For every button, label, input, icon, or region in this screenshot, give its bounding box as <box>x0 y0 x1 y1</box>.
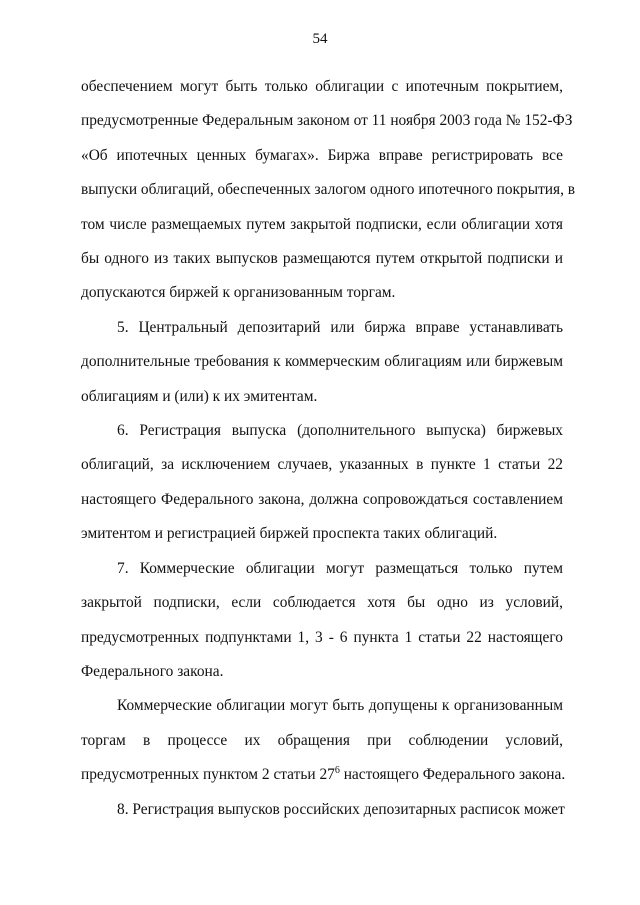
page-number: 54 <box>312 31 328 47</box>
text-line <box>81 758 566 792</box>
text-line: выпуски облигаций, обеспеченных залогом одного ипотечного покрытия, в <box>81 181 576 199</box>
text-line: закрытой подписки, если соблюдается хотя бы одно из условий, <box>81 594 563 612</box>
text-line: обеспечением могут быть только облигации с ипотечным покрытием, <box>81 78 563 95</box>
text-line: торгам в процессе их обращения при соблюдении условий, <box>81 731 563 749</box>
text-line: 7. Коммерческие облигации могут размещаться только путем <box>117 559 563 577</box>
text-line: дополнительные требования к коммерческим облигациям или биржевым <box>81 353 563 371</box>
text-line: облигаций, за исключением случаев, указанных в пункте 1 статьи 22 <box>81 456 563 474</box>
text-line: 5. Центральный депозитарий или биржа вправе устанавливать <box>117 318 563 336</box>
paragraph-item-5 <box>81 311 563 414</box>
text-line: настоящего Федерального закона, должна сопровождаться составлением <box>81 490 563 508</box>
text-line: предусмотренные Федеральным законом от 11 ноября 2003 года № 152-ФЗ <box>81 112 573 130</box>
document-body <box>81 70 576 827</box>
superscript: 6 <box>334 765 340 777</box>
text-line: облигациям и (или) к их эмитентам. <box>81 387 318 405</box>
text-line: Федерального закона. <box>81 662 224 680</box>
text-line: эмитентом и регистрацией биржей проспекта таких облигаций. <box>81 525 498 543</box>
paragraph-item-8 <box>81 793 563 827</box>
text-line: 8. Регистрация выпусков российских депозитарных расписок может <box>117 800 565 818</box>
text-fragment: предусмотренных пунктом 2 статьи 27 <box>81 766 335 784</box>
text-line: том числе размещаемых путем закрытой подписки, если облигации хотя <box>81 215 563 233</box>
paragraph-mortgage-bonds <box>81 70 576 311</box>
paragraph-item-7 <box>81 552 563 690</box>
text-line: «Об ипотечных ценных бумагах». Биржа вправе регистрировать все <box>81 146 563 164</box>
text-line: Коммерческие облигации могут быть допущены к организованным <box>117 697 563 715</box>
text-fragment: настоящего Федерального закона. <box>339 766 566 784</box>
paragraph-commercial-bonds-admission <box>81 689 566 792</box>
paragraph-item-6 <box>81 414 563 552</box>
text-line: допускаются биржей к организованным торгам. <box>81 284 396 302</box>
text-line: предусмотренных подпунктами 1, 3 - 6 пункта 1 статьи 22 настоящего <box>81 628 563 646</box>
text-line: бы одного из таких выпусков размещаются путем открытой подписки и <box>81 250 563 268</box>
text-line: 6. Регистрация выпуска (дополнительного выпуска) биржевых <box>117 422 563 440</box>
